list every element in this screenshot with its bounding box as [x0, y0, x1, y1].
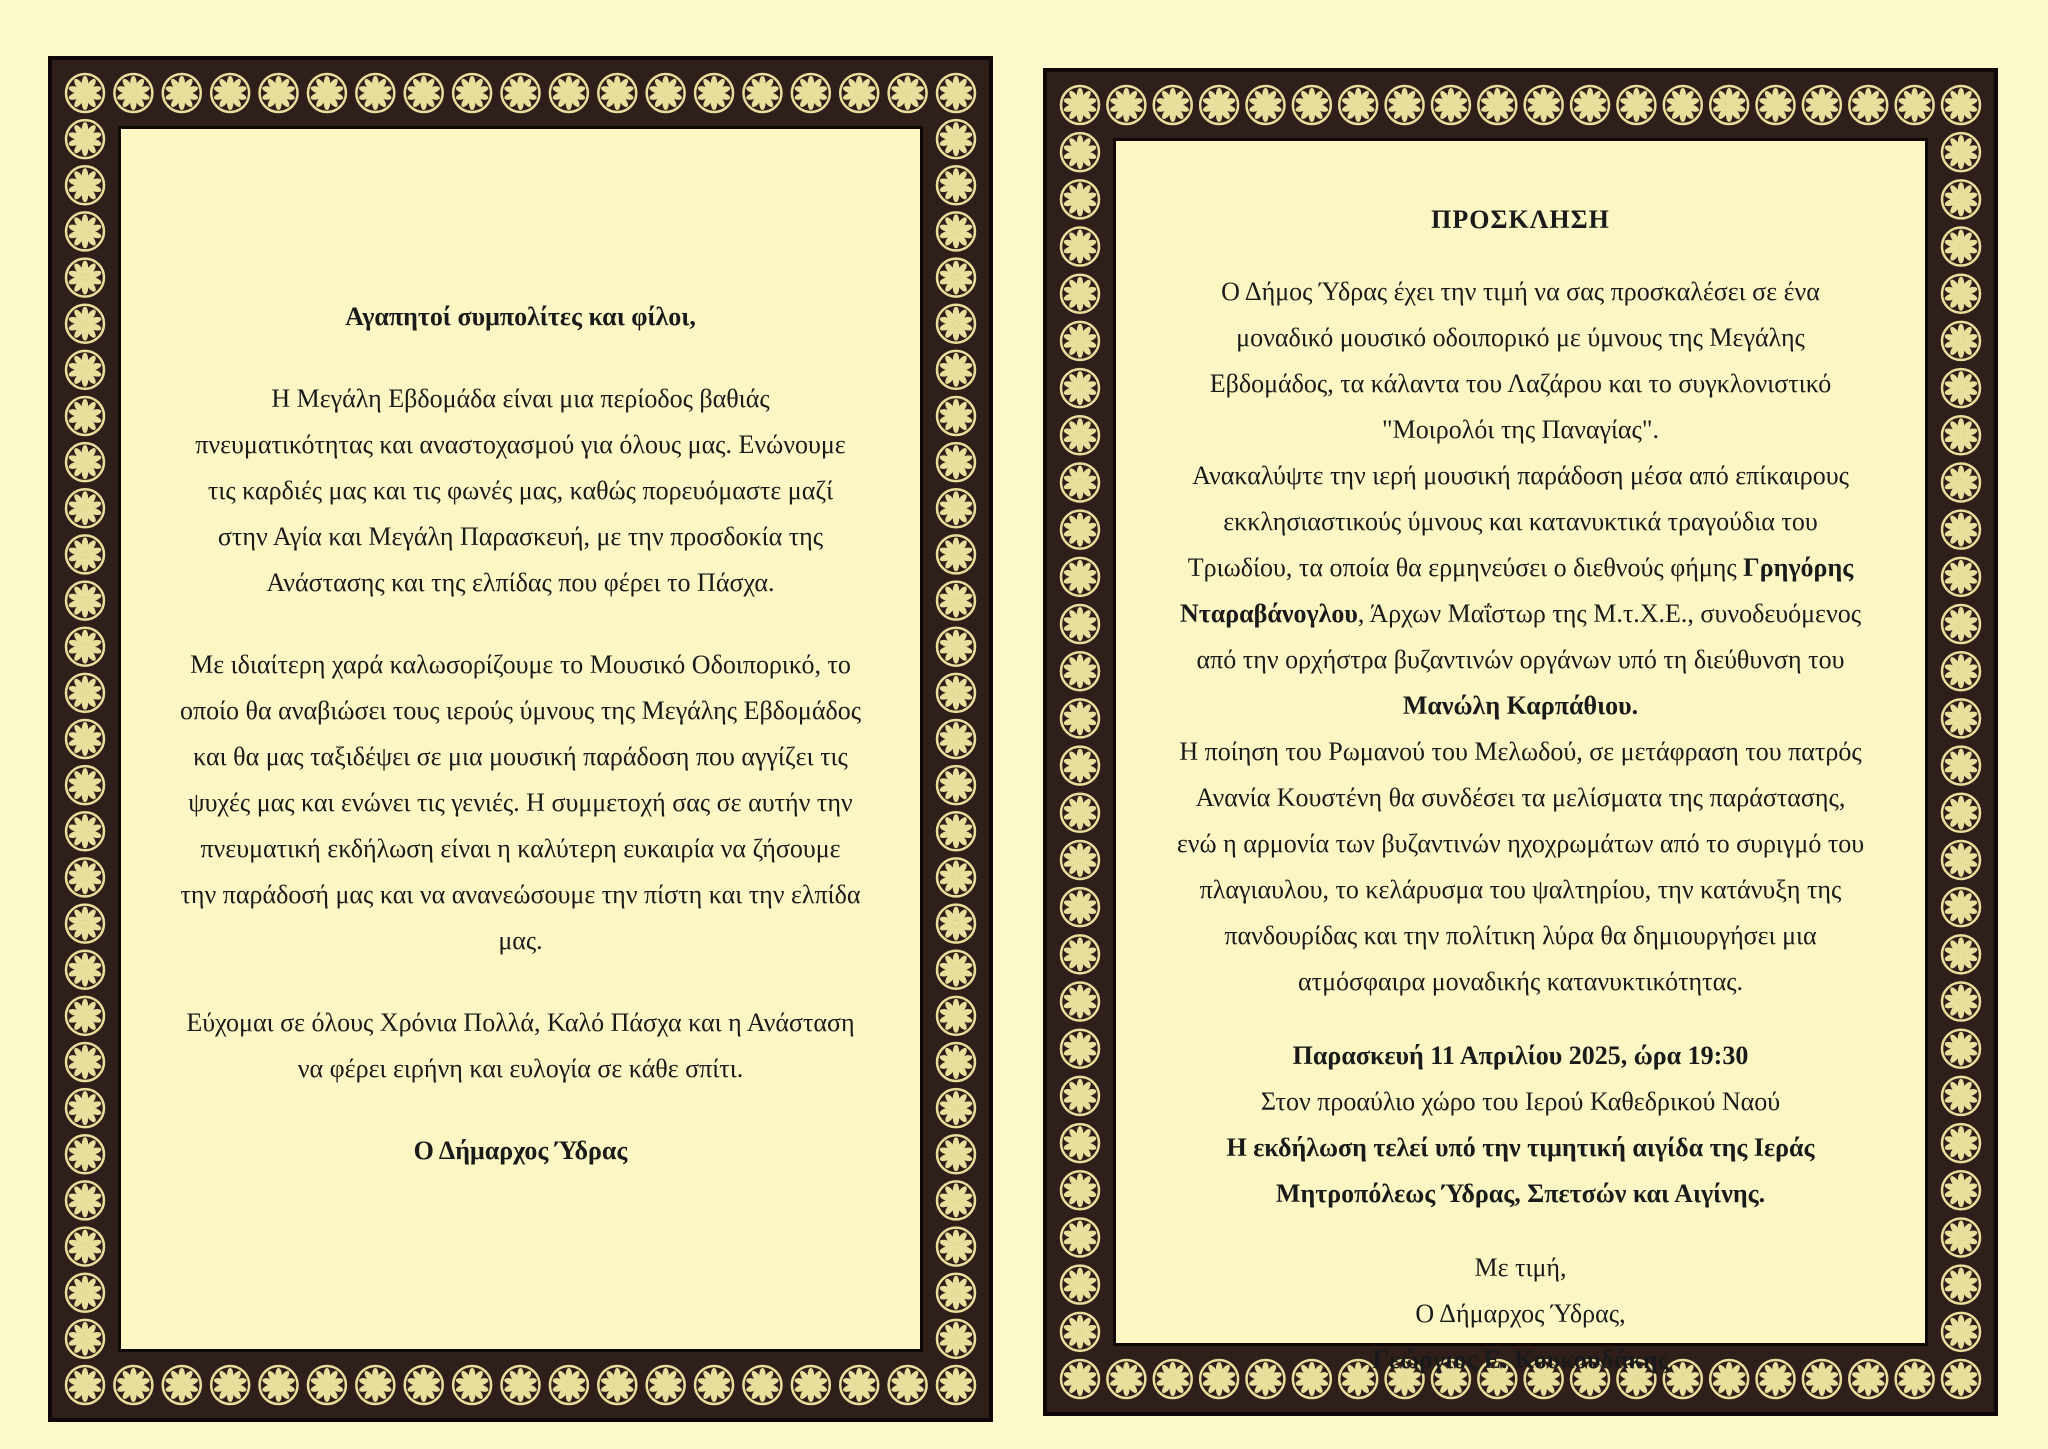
rosette-ornament [1710, 86, 1748, 124]
rosette-ornament [1942, 1360, 1980, 1398]
rosette-ornament [550, 74, 588, 112]
rosette-ornament [405, 1366, 443, 1404]
rosette-ornament [1757, 86, 1795, 124]
rosette-ornament [66, 628, 104, 666]
mayor-title: Ο Δήμαρχος Ύδρας, [1415, 1299, 1626, 1328]
rosette-ornament [1896, 86, 1934, 124]
text-line: πλαγιαυλου, το κελάρυσμα του ψαλτηρίου, την κατάνυξη της [1199, 875, 1842, 904]
rosette-ornament [695, 1366, 733, 1404]
rosette-ornament [66, 905, 104, 943]
rosette-ornament [66, 1043, 104, 1081]
rosette-ornament [1061, 983, 1099, 1021]
rosette-ornament [66, 1366, 104, 1404]
text-line: ψυχές μας και ενώνει τις γενιές. Η συμμετοχή σας σε αυτήν την [188, 788, 853, 817]
rosette-ornament [937, 628, 975, 666]
rosette-ornament [1061, 841, 1099, 879]
rosette-ornament [405, 74, 443, 112]
rosette-ornament [66, 1320, 104, 1358]
text-line: πανδουρίδας και την πολίτικη λύρα θα δημιουργήσει μια [1224, 921, 1817, 950]
text-line: Με ιδιαίτερη χαρά καλωσορίζουμε το Μουσικό Οδοιπορικό, το [190, 650, 851, 679]
rosette-ornament [1061, 1124, 1099, 1162]
rosette-ornament [937, 582, 975, 620]
rosette-ornament [1942, 322, 1980, 360]
rosette-ornament [66, 1228, 104, 1266]
rosette-ornament [66, 997, 104, 1035]
rosette-ornament [937, 905, 975, 943]
rosette-ornament [66, 812, 104, 850]
rosette-ornament [937, 1043, 975, 1081]
rosette-ornament [1942, 935, 1980, 973]
text-line: εκκλησιαστικούς ύμνους και κατανυκτικά τραγούδια του [1223, 507, 1818, 536]
rosette-ornament [1061, 1077, 1099, 1115]
rosette-ornament [937, 1274, 975, 1312]
rosette-ornament [1061, 888, 1099, 926]
rosette-ornament [66, 582, 104, 620]
rosette-ornament [792, 1366, 830, 1404]
paragraph-3 [143, 1000, 898, 1092]
text-line: να φέρει ειρήνη και ευλογία σε κάθε σπίτι. [297, 1054, 744, 1083]
rosette-ornament [1061, 1313, 1099, 1351]
text-line: ενώ η αρμονία των βυζαντινών ηχοχρωμάτων από το συριγμό του [1176, 829, 1865, 858]
text-line: Η ποίηση του Ρωμανού του Μελωδού, σε μετάφραση του πατρός [1179, 737, 1862, 766]
rosette-ornament [1942, 983, 1980, 1021]
rosette-ornament [937, 1135, 975, 1173]
letter-page [118, 126, 923, 1352]
invitation-panel [1043, 68, 1998, 1416]
rosette-ornament [1061, 1218, 1099, 1256]
rosette-ornament [743, 74, 781, 112]
rosette-ornament [260, 74, 298, 112]
event-date: Παρασκευή 11 Απριλίου 2025, ώρα 19:30 [1292, 1041, 1749, 1070]
letter-content [121, 294, 920, 1174]
paragraph-2 [143, 642, 898, 964]
rosette-ornament [1246, 86, 1284, 124]
conductor-name: Μανώλη Καρπάθιου. [1402, 691, 1639, 720]
rosette-ornament [1942, 699, 1980, 737]
rosette-ornament [1942, 416, 1980, 454]
rosette-ornament [937, 397, 975, 435]
rosette-ornament [1942, 652, 1980, 690]
performer-first-name: Γρηγόρης [1743, 553, 1854, 582]
rosette-ornament [260, 1366, 298, 1404]
aegis-line: Μητροπόλεως Ύδρας, Σπετσών και Αιγίνης. [1275, 1179, 1766, 1208]
text-line: Η Μεγάλη Εβδομάδα είναι μια περίοδος βαθιάς [271, 384, 770, 413]
rosette-ornament [550, 1366, 588, 1404]
rosette-ornament [1107, 86, 1145, 124]
rosette-ornament [1942, 133, 1980, 171]
rosette-ornament [453, 74, 491, 112]
rosette-ornament [889, 74, 927, 112]
rosette-ornament [1061, 1360, 1099, 1398]
rosette-ornament [211, 74, 249, 112]
rosette-ornament [1525, 86, 1563, 124]
text-line: πνευματική εκδήλωση είναι η καλύτερη ευκαιρία να ζήσουμε [200, 834, 841, 863]
text-line [1132, 545, 1909, 591]
rosette-ornament [66, 535, 104, 573]
rosette-ornament [66, 858, 104, 896]
rosette-ornament [840, 1366, 878, 1404]
rosette-ornament [1293, 86, 1331, 124]
rosette-ornament [1061, 699, 1099, 737]
rosette-ornament [937, 766, 975, 804]
rosette-ornament [1061, 605, 1099, 643]
text-span: , Άρχων Μαΐστωρ της Μ.τ.Χ.Ε., συνοδευόμενος [1357, 599, 1862, 628]
text-line: "Μοιρολόι της Παναγίας". [1382, 415, 1659, 444]
rosette-ornament [66, 489, 104, 527]
paragraph-1 [143, 376, 898, 606]
rosette-ornament [66, 74, 104, 112]
rosette-ornament [937, 812, 975, 850]
rosette-ornament [937, 674, 975, 712]
rosette-ornament [1061, 86, 1099, 124]
rosette-ornament [1942, 794, 1980, 832]
rosette-ornament [1942, 180, 1980, 218]
rosette-ornament [1942, 275, 1980, 313]
rosette-ornament [1061, 935, 1099, 973]
rosette-ornament [66, 305, 104, 343]
rosette-ornament [937, 305, 975, 343]
rosette-ornament [1803, 86, 1841, 124]
rosette-ornament [937, 1366, 975, 1404]
rosette-ornament [1942, 558, 1980, 596]
rosette-ornament [1478, 86, 1516, 124]
rosette-ornament [1942, 228, 1980, 266]
text-line: Ο Δήμος Ύδρας έχει την τιμή να σας προσκαλέσει σε ένα [1221, 277, 1820, 306]
text-line [1132, 591, 1909, 637]
rosette-ornament [1942, 1218, 1980, 1256]
rosette-ornament [308, 74, 346, 112]
rosette-ornament [163, 1366, 201, 1404]
rosette-ornament [211, 1366, 249, 1404]
rosette-ornament [1061, 1030, 1099, 1068]
rosette-ornament [1942, 369, 1980, 407]
letter-panel [48, 56, 993, 1422]
rosette-ornament [502, 1366, 540, 1404]
rosette-ornament [937, 720, 975, 758]
rosette-ornament [66, 1089, 104, 1127]
rosette-ornament [66, 1181, 104, 1219]
mayor-name: Γεώργιος Ε. Κουκουδάκης [1372, 1345, 1669, 1374]
text-line: Ανάστασης και της ελπίδας που φέρει το Πάσχα. [266, 568, 775, 597]
rosette-ornament [937, 951, 975, 989]
rosette-ornament [66, 166, 104, 204]
rosette-ornament [1061, 652, 1099, 690]
rosette-ornament [114, 74, 152, 112]
rosette-ornament [937, 443, 975, 481]
rosette-ornament [66, 674, 104, 712]
rosette-ornament [937, 351, 975, 389]
closing-regards: Με τιμή, [1474, 1253, 1567, 1282]
rosette-ornament [66, 951, 104, 989]
rosette-ornament [1061, 275, 1099, 313]
rosette-ornament [937, 1320, 975, 1358]
text-line: Ανακαλύψτε την ιερή μουσική παράδοση μέσα από επίκαιρους [1192, 461, 1849, 490]
rosette-ornament [66, 212, 104, 250]
text-line: μοναδικό μουσικό οδοιπορικό με ύμνους της Μεγάλης [1236, 323, 1805, 352]
rosette-ornament [647, 74, 685, 112]
rosette-ornament [1061, 463, 1099, 501]
text-line: την παράδοσή μας και να ανανεώσουμε την πίστη και την ελπίδα [180, 880, 861, 909]
rosette-ornament [1942, 86, 1980, 124]
rosette-ornament [1386, 86, 1424, 124]
text-line: οποίο θα αναβιώσει τους ιερούς ύμνους της Μεγάλης Εβδομάδος [179, 696, 862, 725]
rosette-ornament [1200, 86, 1238, 124]
rosette-ornament [1339, 86, 1377, 124]
rosette-ornament [1061, 228, 1099, 266]
rosette-ornament [1942, 1077, 1980, 1115]
rosette-ornament [1061, 133, 1099, 171]
rosette-ornament [66, 120, 104, 158]
text-line: Εβδομάδος, τα κάλαντα του Λαζάρου και το συγκλονιστικό [1209, 369, 1832, 398]
invitation-content [1116, 197, 1925, 1383]
rosette-ornament [1942, 888, 1980, 926]
rosette-ornament [1942, 747, 1980, 785]
rosette-ornament [889, 1366, 927, 1404]
rosette-ornament [66, 351, 104, 389]
rosette-ornament [937, 259, 975, 297]
rosette-ornament [66, 397, 104, 435]
rosette-ornament [1061, 180, 1099, 218]
rosette-ornament [743, 1366, 781, 1404]
rosette-ornament [598, 1366, 636, 1404]
rosette-ornament [356, 1366, 394, 1404]
text-line: τις καρδιές μας και τις φωνές μας, καθώς πορευόμαστε μαζί [207, 476, 834, 505]
rosette-ornament [66, 443, 104, 481]
rosette-ornament [1571, 86, 1609, 124]
greeting: Αγαπητοί συμπολίτες και φίλοι, [345, 302, 696, 331]
rosette-ornament [1664, 86, 1702, 124]
rosette-ornament [356, 74, 394, 112]
text-line: ατμόσφαιρα μοναδικής κατανυκτικότητας. [1298, 967, 1743, 996]
event-place: Στον προαύλιο χώρο του Ιερού Καθεδρικού Ναού [1260, 1087, 1781, 1116]
rosette-ornament [937, 166, 975, 204]
rosette-ornament [937, 489, 975, 527]
rosette-ornament [163, 74, 201, 112]
text-line: Εύχομαι σε όλους Χρόνια Πολλά, Καλό Πάσχα και η Ανάσταση [186, 1008, 855, 1037]
rosette-ornament [937, 120, 975, 158]
rosette-ornament [937, 1181, 975, 1219]
rosette-ornament [1061, 1266, 1099, 1304]
rosette-ornament [937, 858, 975, 896]
rosette-ornament [695, 74, 733, 112]
rosette-ornament [1061, 511, 1099, 549]
invitation-page [1113, 138, 1928, 1374]
aegis-line: Η εκδήλωση τελεί υπό την τιμητική αιγίδα της Ιεράς [1226, 1133, 1815, 1162]
rosette-ornament [502, 74, 540, 112]
rosette-ornament [308, 1366, 346, 1404]
rosette-ornament [937, 74, 975, 112]
text-line: και θα μας ταξιδέψει σε μια μουσική παράδοση που αγγίζει τις [193, 742, 848, 771]
rosette-ornament [66, 766, 104, 804]
rosette-ornament [1432, 86, 1470, 124]
rosette-ornament [840, 74, 878, 112]
rosette-ornament [1617, 86, 1655, 124]
text-line: μας. [498, 926, 543, 955]
rosette-ornament [1154, 86, 1192, 124]
rosette-ornament [1061, 747, 1099, 785]
rosette-ornament [1942, 511, 1980, 549]
rosette-ornament [937, 1228, 975, 1266]
signature: Ο Δήμαρχος Ύδρας [413, 1136, 628, 1165]
rosette-ornament [1061, 369, 1099, 407]
rosette-ornament [937, 535, 975, 573]
text-line: Ανανία Κουστένη θα συνδέσει τα μελίσματα της παράστασης, [1195, 783, 1846, 812]
rosette-ornament [1942, 841, 1980, 879]
rosette-ornament [66, 259, 104, 297]
invitation-title: ΠΡΟΣΚΛΗΣΗ [1431, 205, 1610, 234]
rosette-ornament [1942, 1124, 1980, 1162]
rosette-ornament [1061, 416, 1099, 454]
text-span: Τριωδίου, τα οποία θα ερμηνεύσει ο διεθνούς φήμης [1187, 553, 1744, 582]
rosette-ornament [1849, 86, 1887, 124]
rosette-ornament [598, 74, 636, 112]
rosette-ornament [937, 212, 975, 250]
rosette-ornament [66, 1274, 104, 1312]
performer-last-name: Νταραβάνογλου [1179, 599, 1358, 628]
rosette-ornament [1942, 605, 1980, 643]
rosette-ornament [1061, 794, 1099, 832]
rosette-ornament [1942, 1313, 1980, 1351]
rosette-ornament [1061, 558, 1099, 596]
rosette-ornament [647, 1366, 685, 1404]
text-line: στην Αγία και Μεγάλη Παρασκευή, με την προσδοκία της [217, 522, 824, 551]
rosette-ornament [1942, 1171, 1980, 1209]
rosette-ornament [1942, 1030, 1980, 1068]
text-line: πνευματικότητας και αναστοχασμού για όλους μας. Ενώνουμε [195, 430, 846, 459]
rosette-ornament [66, 1135, 104, 1173]
rosette-ornament [66, 720, 104, 758]
text-line: από την ορχήστρα βυζαντινών οργάνων υπό τη διεύθυνση του [1196, 645, 1845, 674]
rosette-ornament [792, 74, 830, 112]
rosette-ornament [1061, 1171, 1099, 1209]
rosette-ornament [1942, 463, 1980, 501]
rosette-ornament [114, 1366, 152, 1404]
rosette-ornament [1061, 322, 1099, 360]
rosette-ornament [1942, 1266, 1980, 1304]
rosette-ornament [453, 1366, 491, 1404]
rosette-ornament [937, 997, 975, 1035]
rosette-ornament [937, 1089, 975, 1127]
